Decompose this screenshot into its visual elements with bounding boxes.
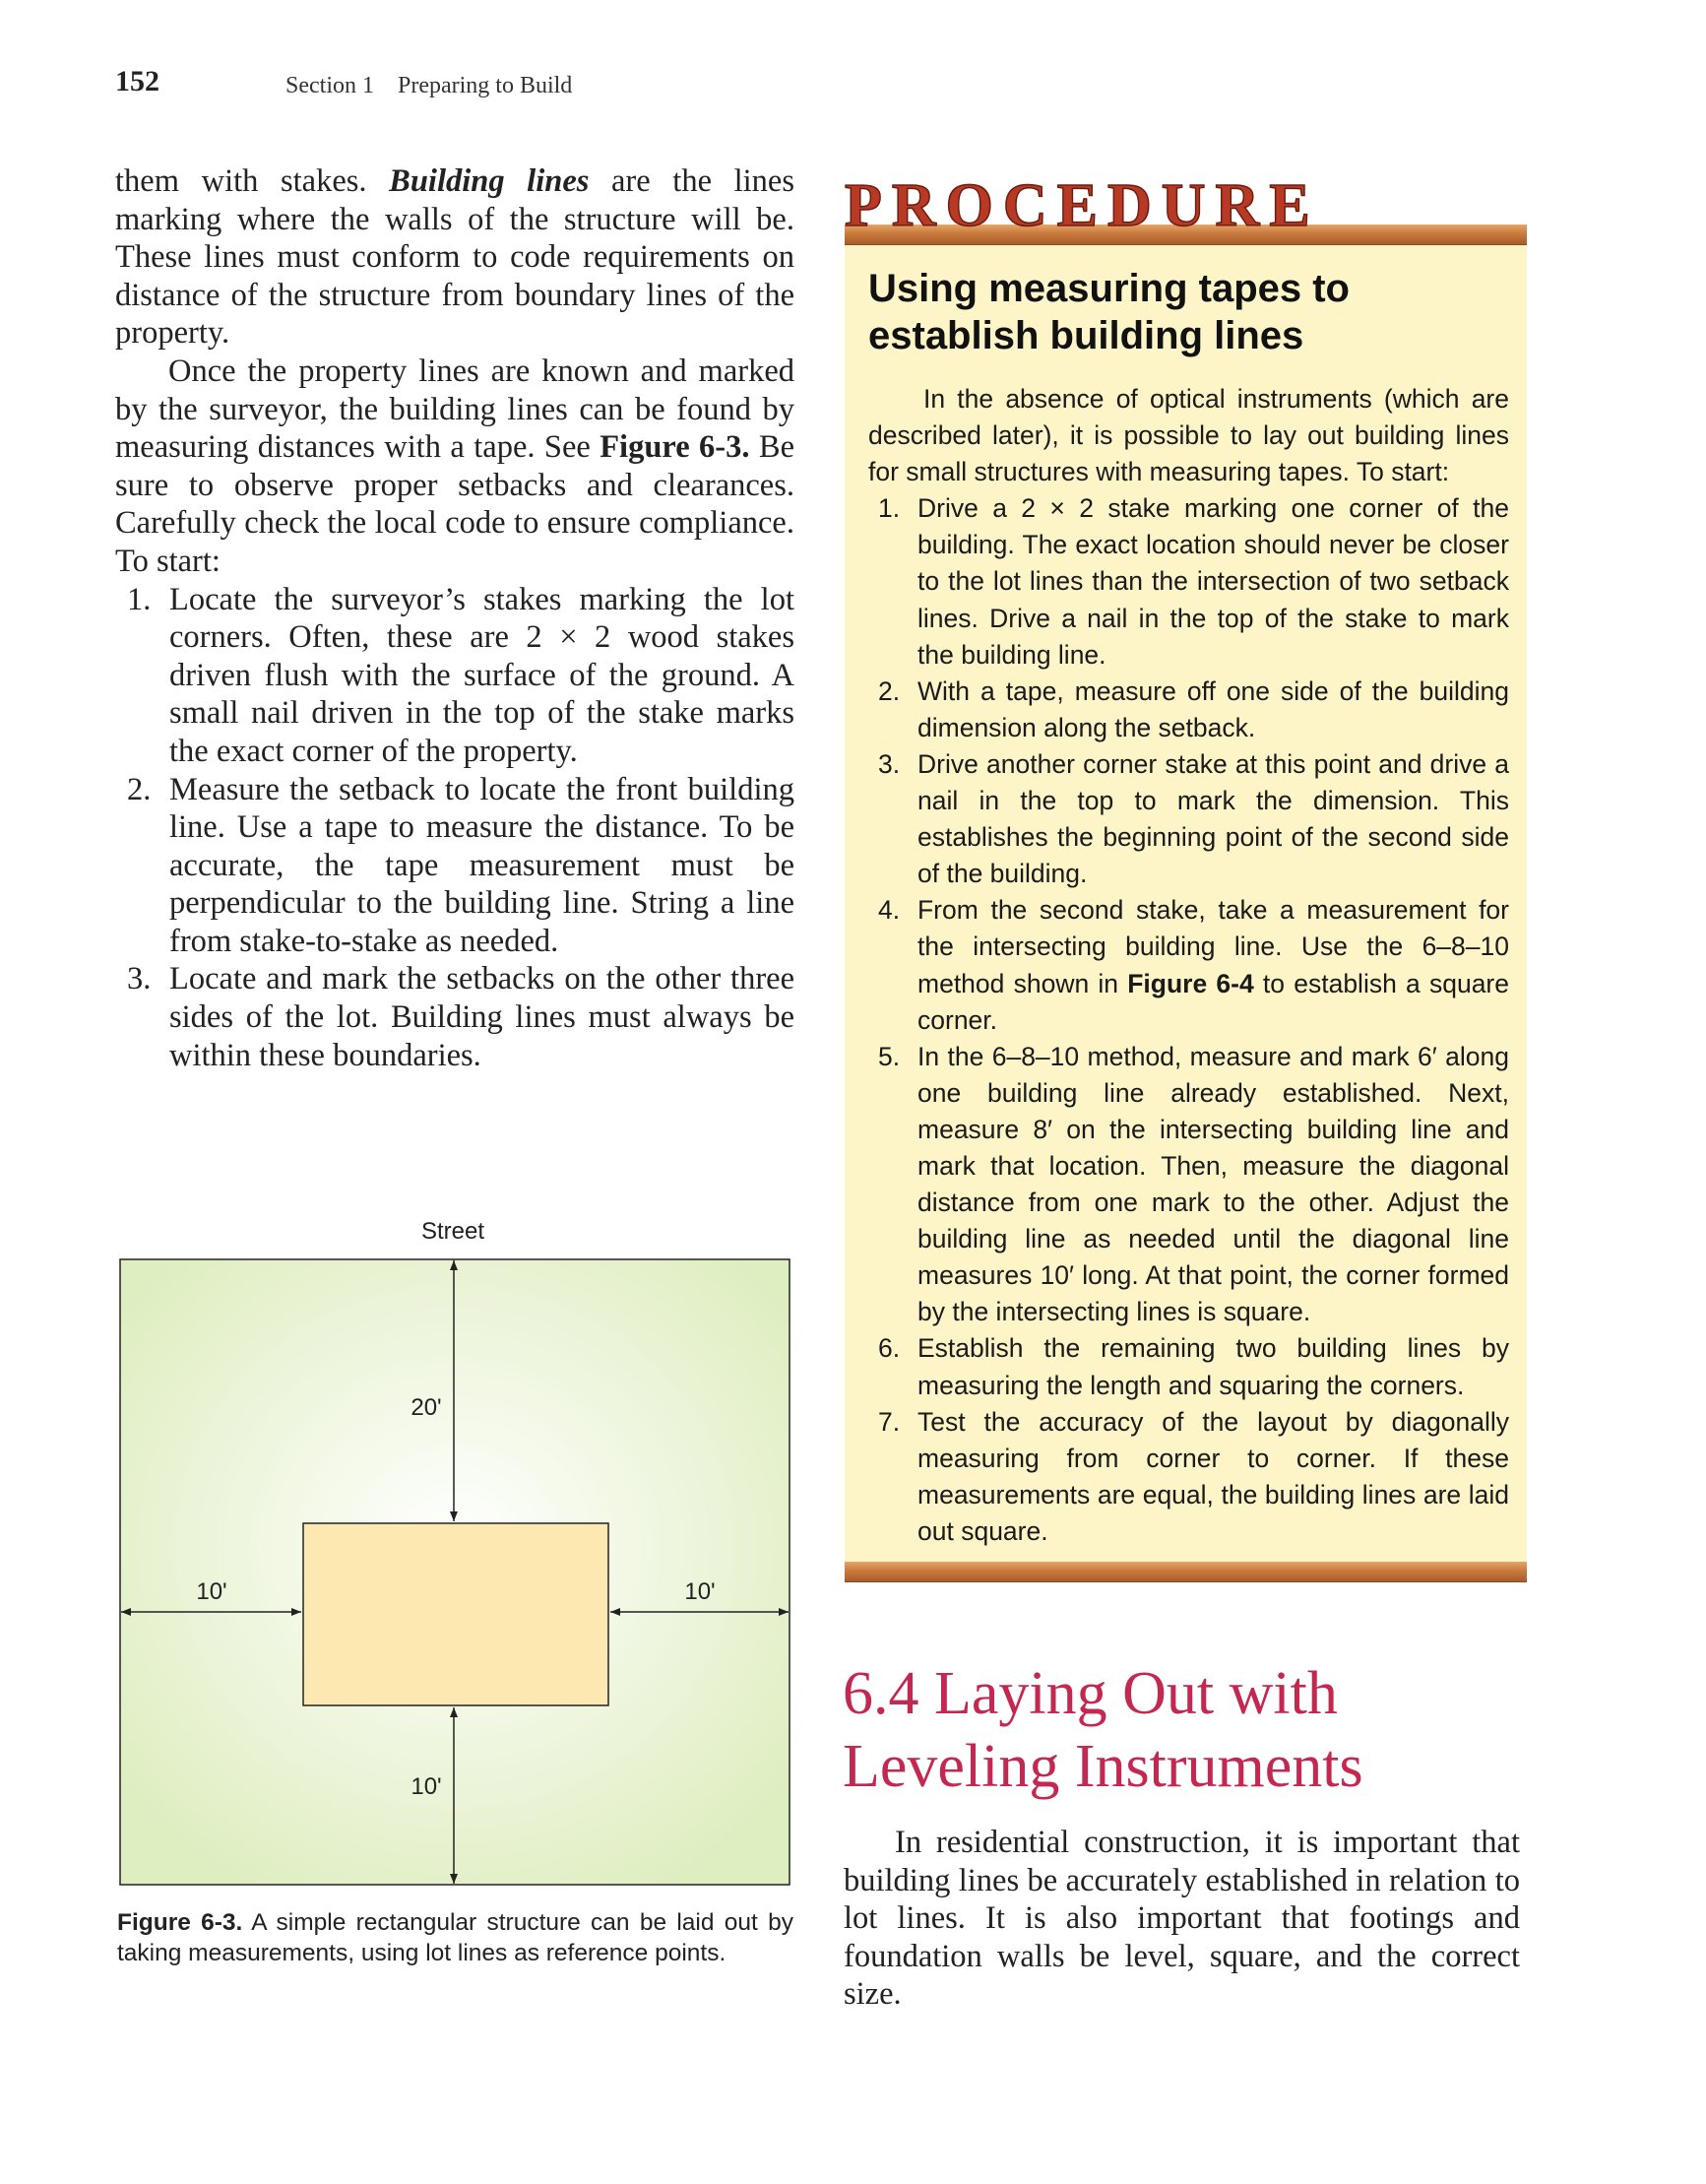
section-heading-line-2: Leveling Instruments (843, 1733, 1363, 1800)
section-body (844, 1824, 1520, 2014)
figure-reference: Figure 6-3. (600, 429, 750, 466)
street-label: Street (420, 1218, 485, 1245)
procedure-banner-title: PROCEDURE (845, 172, 1320, 239)
list-item: 4. From the second stake, take a measurement for the intersecting building line. Use the 6–8–10 method shown in Figure 6-4 to establish a square corner. (878, 895, 1509, 1035)
list-item: 2. Measure the setback to locate the front building line. Use a tape to measure the distance. To be accurate, the tape measurement must be perpendicular to the building line. String a line from stake-to-stake as needed. (127, 771, 794, 959)
section-heading-line-1: 6.4 Laying Out with (843, 1660, 1338, 1727)
figure-caption: Figure 6-3. A simple rectangular structure can be laid out by taking measurements, using lot lines as reference points. (117, 1909, 793, 1966)
running-head: Section 1 Preparing to Build (285, 73, 573, 98)
procedure-intro: In the absence of optical instruments (which are described later), it is possible to lay out building lines for small structures with measuring tapes. To start: (868, 384, 1509, 487)
list-item: 2. With a tape, measure off one side of the building dimension along the setback. (878, 675, 1509, 742)
section-heading (843, 1657, 1532, 1803)
list-item: 3. Locate and mark the setbacks on the other three sides of the lot. Building lines must always be within these boundaries. (127, 961, 794, 1073)
left-column (115, 162, 794, 1074)
front-setback-label: 20' (411, 1394, 442, 1421)
paragraph-building-lines: them with stakes. Building lines are the lines marking where the walls of the structure will be. These lines must conform to code requirements on distance of the structure from boundary lines of the property. (115, 163, 794, 352)
paragraph-property-lines: Once the property lines are known and marked by the surveyor, the building lines can be found by measuring distances with a tape. See Figure 6-3. Be sure to observe proper setbacks and clearances. Carefully check the local code to ensure compliance. To start: (115, 353, 795, 579)
procedure-box (845, 167, 1527, 1590)
procedure-banner (845, 167, 1527, 246)
list-item: 1. Drive a 2 × 2 stake marking one corner of the building. The exact location should never be closer to the lot lines than the intersection of two setback lines. Drive a nail in the top of the stake to mark the building line. (878, 493, 1509, 670)
building-footprint (303, 1523, 608, 1705)
list-item: 6. Establish the remaining two building lines by measuring the length and squaring the corners. (878, 1333, 1509, 1400)
page-header (115, 65, 706, 114)
figure-6-3 (118, 1213, 793, 1893)
list-item: 5. In the 6–8–10 method, measure and mark 6′ along one building line already established. Next, measure 8′ on the intersecting building line and mark that location. Then, measure the diagonal distance from one mark to the other. Adjust the building line as needed until the diagonal line measures 10′ long. At that point, the corner formed by the intersecting lines is square. (878, 1041, 1509, 1327)
list-item: 3. Drive another corner stake at this point and drive a nail in the top to mark the dimension. This establishes the beginning point of the second side of the building. (878, 748, 1509, 889)
list-item: 7. Test the accuracy of the layout by diagonally measuring from corner to corner. If these measurements are equal, the building lines are laid out square. (878, 1406, 1509, 1546)
list-item: 1. Locate the surveyor’s stakes marking the lot corners. Often, these are 2 × 2 wood stakes driven flush with the surface of the ground. A small nail driven in the top of the stake marks the exact corner of the property. (127, 581, 794, 769)
page-number: 152 (115, 65, 159, 97)
procedure-heading: Using measuring tapes to establish building lines (868, 267, 1350, 357)
wood-plank-bottom (845, 1562, 1527, 1582)
figure-caption-label: Figure 6-3. (117, 1909, 243, 1936)
right-setback-label: 10' (684, 1578, 716, 1605)
left-setback-label: 10' (196, 1578, 227, 1605)
section-paragraph: In residential construction, it is important that building lines be accurately established in relation to lot lines. It is also important that footings and foundation walls be level, square, and the correct size. (844, 1825, 1520, 2013)
steps-list (115, 581, 794, 1075)
rear-setback-label: 10' (411, 1773, 442, 1800)
procedure-steps (868, 490, 1509, 1550)
figure-reference: Figure 6-4 (1127, 968, 1254, 998)
lot-layout-diagram (118, 1213, 793, 1893)
procedure-panel (845, 245, 1527, 1562)
procedure-text (868, 381, 1509, 1550)
term-building-lines: Building lines (389, 163, 590, 199)
